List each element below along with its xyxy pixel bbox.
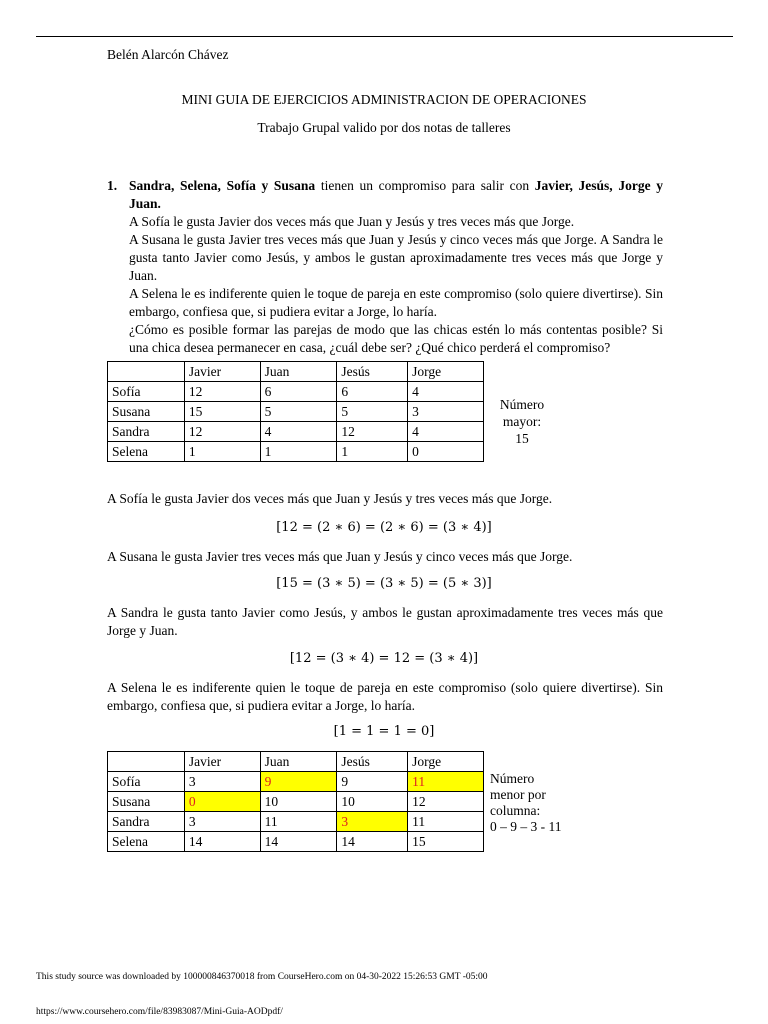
- table-cell: 6: [337, 382, 408, 402]
- table-row: [108, 832, 484, 852]
- exercise-line: A Selena le es indiferente quien le toque de pareja en este compromiso (solo quiere divertirse). Sin embargo, confiesa que, si pudiera evitar a Jorge, lo haría.: [129, 286, 663, 319]
- explanation-text: A Sandra le gusta tanto Javier como Jesús, y ambos le gustan aproximadamente tres veces más que Jorge y Juan.: [107, 605, 663, 638]
- table-cell: 1: [337, 442, 408, 462]
- explanation-formula: [15 = (3 ∗ 5) = (3 ∗ 5) = (5 ∗ 3)]: [276, 576, 492, 591]
- table-cell: 5: [260, 402, 337, 422]
- table-header-cell: Jesús: [337, 362, 408, 382]
- exercise-intro-text: tienen un compromiso para salir con: [315, 178, 535, 193]
- table-header-row: [108, 362, 484, 382]
- table-cell: 6: [260, 382, 337, 402]
- note-line: 15: [515, 431, 529, 446]
- reduced-table: [107, 751, 484, 852]
- exercise-line: A Susana le gusta Javier tres veces más que Juan y Jesús y cinco veces más que Jorge. A Sandra le gusta tanto Javier como Jesús, y ambos le gustan aproximadamente tres veces más que Jorge y Juan.: [129, 232, 663, 283]
- table-cell: 14: [337, 832, 408, 852]
- table-cell: 4: [408, 382, 484, 402]
- table-cell: 12: [337, 422, 408, 442]
- table-header-cell: [108, 362, 185, 382]
- table-cell-highlighted: 0: [184, 792, 260, 812]
- exercise-statement: [129, 177, 663, 357]
- table-cell-highlighted: 9: [260, 772, 337, 792]
- table-row: [108, 422, 484, 442]
- table-cell: 12: [184, 422, 260, 442]
- table-cell: 15: [184, 402, 260, 422]
- exercise-boys: Javier, Jesús, Jorge y Juan.: [129, 178, 663, 211]
- table-cell: 4: [260, 422, 337, 442]
- table-row: [108, 402, 484, 422]
- table-cell: 12: [408, 792, 484, 812]
- note-line: menor por: [490, 787, 546, 802]
- note-line: Número: [490, 771, 535, 786]
- table-cell: 4: [408, 422, 484, 442]
- table-header-cell: Javier: [184, 752, 260, 772]
- source-url[interactable]: https://www.coursehero.com/file/83983087/Mini-Guia-AODpdf/: [36, 1007, 283, 1017]
- table-header-row: [108, 752, 484, 772]
- table-cell: 3: [184, 812, 260, 832]
- note-line: 0 – 9 – 3 - 11: [490, 819, 562, 834]
- table-cell: 0: [408, 442, 484, 462]
- explanation-formula: [12 = (3 ∗ 4) = 12 = (3 ∗ 4)]: [289, 651, 479, 666]
- table-cell: 3: [184, 772, 260, 792]
- explanation-text: A Selena le es indiferente quien le toque de pareja en este compromiso (solo quiere divertirse). Sin embargo, confiesa que, si pudiera evitar a Jorge, lo haría.: [107, 680, 663, 713]
- exercise-intro: [129, 177, 663, 213]
- author-name: Belén Alarcón Chávez: [107, 47, 229, 62]
- table-cell: 3: [408, 402, 484, 422]
- document-subtitle: Trabajo Grupal valido por dos notas de talleres: [257, 120, 511, 135]
- table-row: [108, 442, 484, 462]
- table-header-cell: Javier: [184, 362, 260, 382]
- table-cell: Sofía: [108, 382, 185, 402]
- table-cell: Sandra: [108, 812, 185, 832]
- download-notice: This study source was downloaded by 100000846370018 from CourseHero.com on 04-30-2022 15:26:53 GMT -05:00: [36, 972, 488, 982]
- table-row: [108, 382, 484, 402]
- note-line: columna:: [490, 803, 541, 818]
- table-cell: Sandra: [108, 422, 185, 442]
- table-cell: 1: [184, 442, 260, 462]
- table-cell: Selena: [108, 832, 185, 852]
- table-cell: 11: [260, 812, 337, 832]
- top-rule: [36, 36, 733, 37]
- explanation-formula: [1 = 1 = 1 = 0]: [333, 724, 435, 739]
- table-cell: 12: [184, 382, 260, 402]
- table-header-cell: Juan: [260, 752, 337, 772]
- table-cell: 14: [184, 832, 260, 852]
- explanation-formula: [12 = (2 ∗ 6) = (2 ∗ 6) = (3 ∗ 4)]: [276, 520, 492, 535]
- table-cell: 9: [337, 772, 408, 792]
- table-cell: Sofía: [108, 772, 185, 792]
- table1-note: [490, 396, 554, 447]
- table-header-cell: Jorge: [408, 362, 484, 382]
- table-row: [108, 772, 484, 792]
- table-header-cell: Jorge: [408, 752, 484, 772]
- table-row: [108, 812, 484, 832]
- table-cell: 5: [337, 402, 408, 422]
- exercise-number: 1.: [107, 178, 118, 193]
- exercise-girls: Sandra, Selena, Sofía y Susana: [129, 178, 316, 193]
- document-title: MINI GUIA DE EJERCICIOS ADMINISTRACION DE OPERACIONES: [181, 92, 587, 107]
- table-row: [108, 792, 484, 812]
- table-cell: 14: [260, 832, 337, 852]
- table-cell: 15: [408, 832, 484, 852]
- explanation-text: A Susana le gusta Javier tres veces más que Juan y Jesús y cinco veces más que Jorge.: [107, 549, 573, 564]
- table-cell: Susana: [108, 792, 185, 812]
- table-header-cell: [108, 752, 185, 772]
- table-cell: 10: [260, 792, 337, 812]
- table-header-cell: Jesús: [337, 752, 408, 772]
- explanation-text: A Sofía le gusta Javier dos veces más que Juan y Jesús y tres veces más que Jorge.: [107, 491, 553, 506]
- table-cell-highlighted: 11: [408, 772, 484, 792]
- table-cell: 1: [260, 442, 337, 462]
- table2-note: [490, 771, 600, 835]
- note-line: Número: [499, 397, 545, 412]
- table-cell: 11: [408, 812, 484, 832]
- table-cell: Susana: [108, 402, 185, 422]
- exercise-line: A Sofía le gusta Javier dos veces más que Juan y Jesús y tres veces más que Jorge.: [129, 214, 575, 229]
- exercise-line: ¿Cómo es posible formar las parejas de modo que las chicas estén lo más contentas posible? Si una chica desea permanecer en casa, ¿cuál debe ser? ¿Qué chico perderá el compromiso?: [129, 322, 663, 355]
- table-cell: 10: [337, 792, 408, 812]
- table-cell-highlighted: 3: [337, 812, 408, 832]
- table-cell: Selena: [108, 442, 185, 462]
- note-line: mayor:: [502, 414, 542, 429]
- preference-table: [107, 361, 484, 462]
- table-header-cell: Juan: [260, 362, 337, 382]
